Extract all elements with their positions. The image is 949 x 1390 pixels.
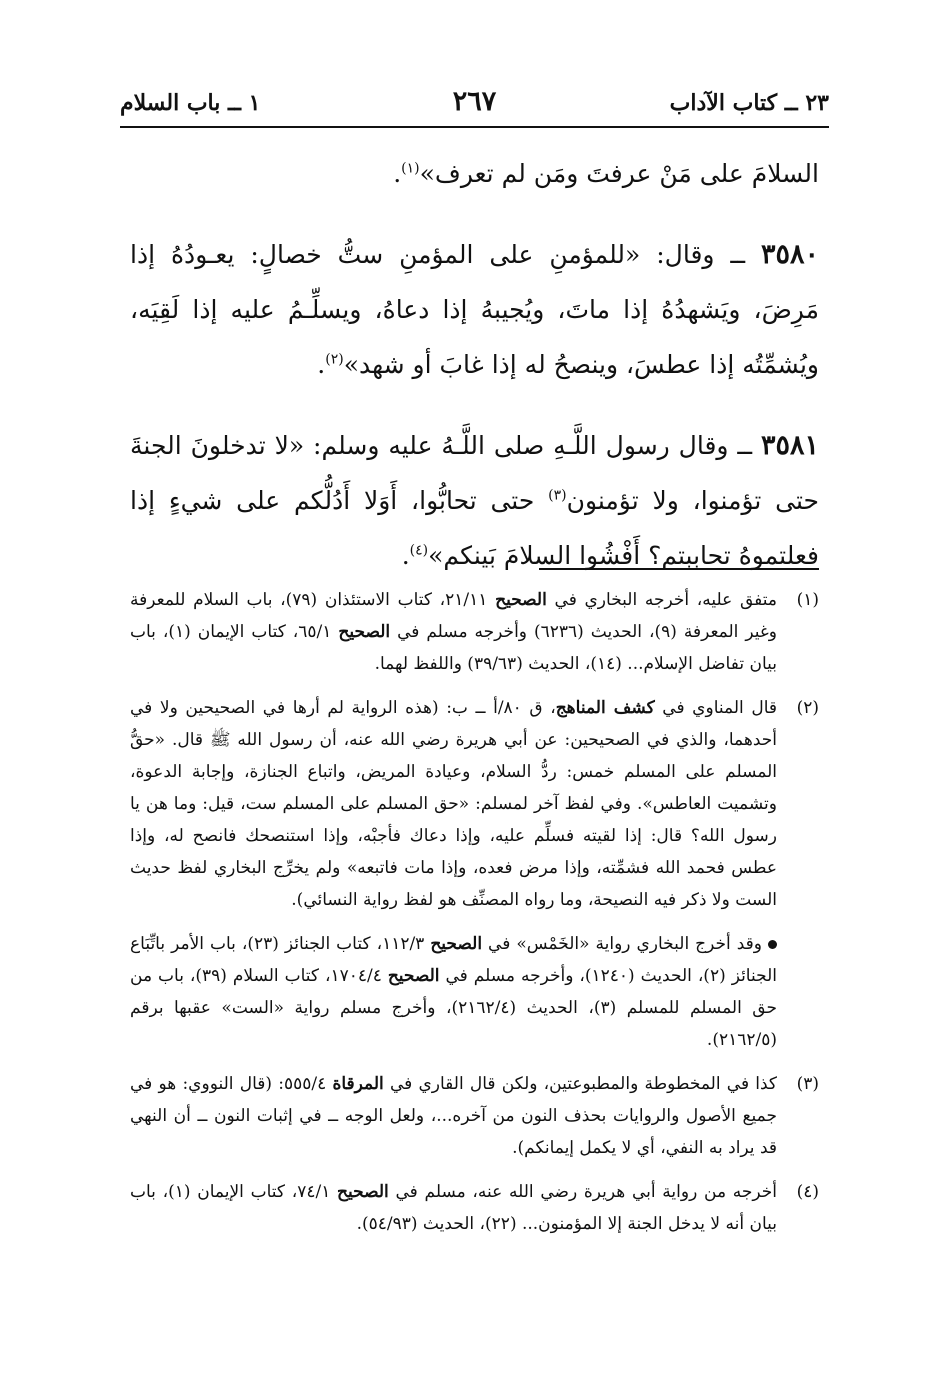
footnote-number: (٤)	[796, 1182, 819, 1202]
hadith-3580: ٣٥٨٠ ــ وقال: «للمؤمنِ على المؤمنِ ستُّ خصالٍ: يعـودُهُ إذا مَرِضَ، ويَشهدُهُ إذا ماتَ، ويُجيبهُ إذا دعاهُ، ويسلِّـمُ عليه إذا لَقِيَه، ويُشمِّتُه إذا عطسَ، وينصحُ له إذا غابَ أو شهد»$^{(٢)}$.	[130, 239, 819, 379]
footnote-2: (٢) قال المناوي في كشف المناهج، ق ٨٠/أ ــ ب: (هذه الرواية لم أرها في الصحيحين ولا في أحدهما، والذي في الصحيحين: عن أبي هريرة رضي الله عنه، أن رسول الله ﷺ قال. «حقُّ المسلم على المسلم خمس: ردُّ السلام، وعيادة المريض، واتباع الجنازة، وإجابة الدعوة، وتشميت العاطس». وفي لفظ آخر لمسلم: «حق المسلم على المسلم ست، قيل: وما هن يا رسول الله؟ قال: إذا لقيته فسلِّم عليه، وإذا دعاك فأجبْه، وإذا استنصحك فانصح له، وإذا عطس فحمد الله فشمِّته، وإذا مرض فعده، وإذا مات فاتبعه» ولم يخرِّج البخاري لفظ حديث الست ولا ذكر فيه النصيحة، وما رواه المصنِّف هو لفظ رواية النسائي).	[130, 692, 819, 916]
footnote-ref-1[interactable]: (١)	[401, 160, 420, 177]
footnote-3: (٣) كذا في المخطوطة والمطبوعتين، ولكن قال القاري في المرقاة ٥٥٥/٤: (قال النووي: هو في جميع الأصول والروايات بحذف النون من آخره...، ولعل الوجه ــ في إثبات النون ــ أن النهي قد يراد به النفي، أي لا يكمل إيمانكم).	[130, 1068, 819, 1164]
header-divider	[120, 126, 829, 128]
hadith-text: ــ وقال: «للمؤمنِ على المؤمنِ ستُّ خصالٍ: يعـودُهُ إذا مَرِضَ، ويَشهدُهُ إذا ماتَ، ويُجيبهُ إذا دعاهُ، ويسلِّـمُ عليه إذا لَقِيَه، ويُشمِّتُه إذا عطسَ، وينصحُ له إذا غابَ أو شهد»	[130, 240, 819, 379]
page-header	[120, 80, 829, 124]
footnote-number: (١)	[796, 590, 819, 610]
hadith-number: ٣٥٨١	[760, 430, 819, 461]
footnote-4: (٤) أخرجه من رواية أبي هريرة رضي الله عنه، مسلم في الصحيح ٧٤/١، كتاب الإيمان (١)، باب بيان أنه لا يدخل الجنة إلا المؤمنون... (٢٢)، الحديث (٥٤/٩٣).	[130, 1176, 819, 1240]
bullet-icon	[768, 940, 777, 949]
main-text	[130, 146, 819, 609]
footnote-2-addendum: وقد أخرج البخاري رواية «الخَمْس» في الصحيح ١١٢/٣، كتاب الجنائز (٢٣)، باب الأمر باتِّبَاع الجنائز (٢)، الحديث (١٢٤٠)، وأخرجه مسلم في الصحيح ١٧٠٤/٤، كتاب السلام (٣٩)، باب من حق المسلم للمسلم (٣)، الحديث (٢١٦٢/٤)، وأخرج مسلم رواية «الست» عقبها برقم (٢١٦٢/٥).	[130, 934, 777, 1050]
chapter-title: ٢٣ ــ كتاب الآداب	[669, 90, 829, 116]
hadith-text: حتى تحابُّوا، أَوَلا أَدُلُّكم على شيءٍ إذا فعلتموهُ تحاببتم؟ أَفْشُوا السلامَ بَينكم»	[130, 486, 819, 570]
footnote-ref-2[interactable]: (٢)	[325, 351, 344, 368]
footnote-number: (٢)	[796, 698, 819, 718]
footnote-separator	[539, 568, 819, 570]
section-title: ١ ــ باب السلام	[120, 90, 261, 116]
hadith-number: ٣٥٨٠	[760, 239, 819, 270]
footnote-ref-4[interactable]: (٤)	[409, 542, 429, 559]
continuation-paragraph: السلامَ على مَنْ عرفتَ ومَن لم تعرف»$^{(١)}$.	[393, 159, 819, 188]
hadith-3581: ٣٥٨١ ــ وقال رسول اللَّـهِ صلى اللَّـهُ عليه وسلم: «لا تدخلونَ الجنةَ حتى تؤمنوا، ولا تؤمنون$^{(٣)}$ حتى تحابُّوا، أَوَلا أَدُلُّكم على شيءٍ إذا فعلتموهُ تحاببتم؟ أَفْشُوا السلامَ بَينكم»$^{(٤)}$.	[130, 430, 820, 570]
hadith-text: ــ وقال رسول اللَّـهِ صلى اللَّـهُ عليه وسلم: «لا تدخلونَ الجنةَ حتى تؤمنوا، ولا تؤمنون	[130, 431, 820, 515]
footnotes	[130, 584, 819, 1252]
footnote-1: (١) متفق عليه، أخرجه البخاري في الصحيح ٢١/١١، كتاب الاستئذان (٧٩)، باب السلام للمعرفة وغير المعرفة (٩)، الحديث (٦٢٣٦) وأخرجه مسلم في الصحيح ٦٥/١، كتاب الإيمان (١)، باب بيان تفاضل الإسلام... (١٤)، الحديث (٣٩/٦٣) واللفظ لهما.	[130, 584, 819, 680]
page-number: ٢٦٧	[452, 86, 497, 117]
footnote-ref-3[interactable]: (٣)	[548, 487, 567, 504]
footnote-number: (٣)	[796, 1074, 819, 1094]
